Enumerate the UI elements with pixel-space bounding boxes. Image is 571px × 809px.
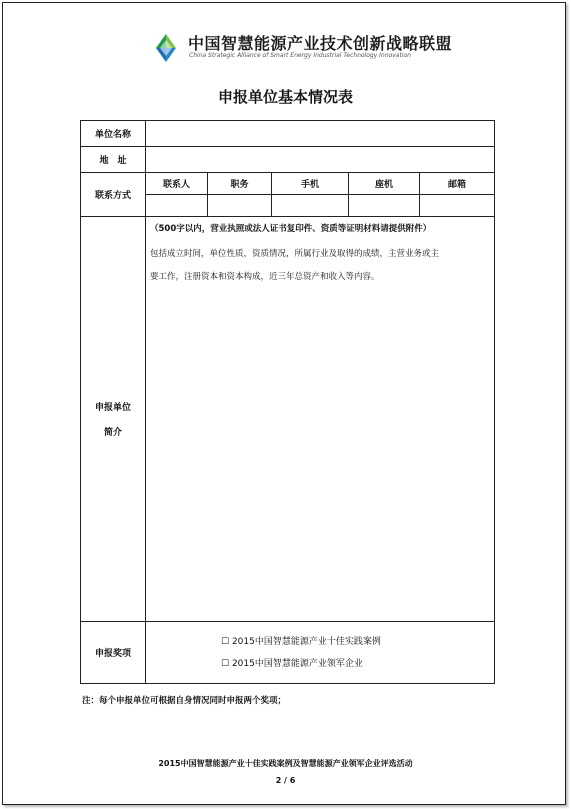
position-field[interactable] — [208, 195, 272, 217]
intro-label-line1: 申报单位 — [94, 403, 131, 413]
intro-detail-line1: 包括成立时间，单位性质，资质情况，所属行业及取得的成绩，主营业务或主 — [150, 249, 440, 259]
contact-person-field[interactable] — [146, 195, 208, 217]
intro-field[interactable] — [146, 217, 495, 622]
intro-label — [81, 217, 146, 622]
footnote: 注：每个申报单位可根据自身情况同时申报两个奖项； — [82, 696, 287, 706]
intro-instruction: （500字以内，营业执照或法人证书复印件、资质等证明材料请提供附件） — [150, 224, 432, 234]
contact-label: 联系方式 — [81, 173, 146, 217]
checkbox-icon[interactable]: ☐ — [221, 658, 230, 669]
contact-person-header: 联系人 — [146, 173, 208, 195]
org-name-cn: 中国智慧能源产业技术创新战略联盟 — [188, 34, 453, 53]
landline-header: 座机 — [349, 173, 420, 195]
footer-event: 2015中国智慧能源产业十佳实践案例及智慧能源产业领军企业评选活动 — [158, 759, 413, 768]
award-option-top-cases[interactable] — [146, 631, 494, 653]
award-option-label: 2015中国智慧能源产业领军企业 — [231, 658, 363, 669]
document-title: 申报单位基本情况表 — [217, 88, 353, 106]
header-logo — [152, 28, 453, 68]
address-field[interactable] — [146, 147, 495, 173]
row-contact-headers — [81, 173, 495, 195]
row-award — [81, 622, 495, 684]
alliance-logo-icon — [152, 28, 186, 68]
row-unit-name — [81, 121, 495, 147]
intro-detail-line2: 要工作，注册资本和资本构成，近三年总资产和收入等内容。 — [150, 272, 380, 282]
email-field[interactable] — [420, 195, 495, 217]
unit-name-field[interactable] — [146, 121, 495, 147]
email-header: 邮箱 — [420, 173, 495, 195]
mobile-field[interactable] — [272, 195, 349, 217]
landline-field[interactable] — [349, 195, 420, 217]
application-form-table — [80, 120, 495, 684]
intro-label-line2: 简介 — [103, 428, 122, 438]
unit-name-label: 单位名称 — [81, 121, 146, 147]
position-header: 职务 — [208, 173, 272, 195]
page-number: 2 / 6 — [275, 776, 296, 785]
mobile-header: 手机 — [272, 173, 349, 195]
org-name-en: China Strategic Alliance of Smart Energy Industrial Technology Innovation — [189, 52, 411, 59]
award-option-label: 2015中国智慧能源产业十佳实践案例 — [231, 636, 381, 647]
checkbox-icon[interactable]: ☐ — [221, 636, 230, 647]
row-intro — [81, 217, 495, 622]
award-label: 申报奖项 — [81, 622, 146, 684]
row-address — [81, 147, 495, 173]
award-option-leading-enterprise[interactable] — [146, 653, 494, 675]
award-options — [146, 622, 495, 684]
address-label: 地 址 — [81, 147, 146, 173]
